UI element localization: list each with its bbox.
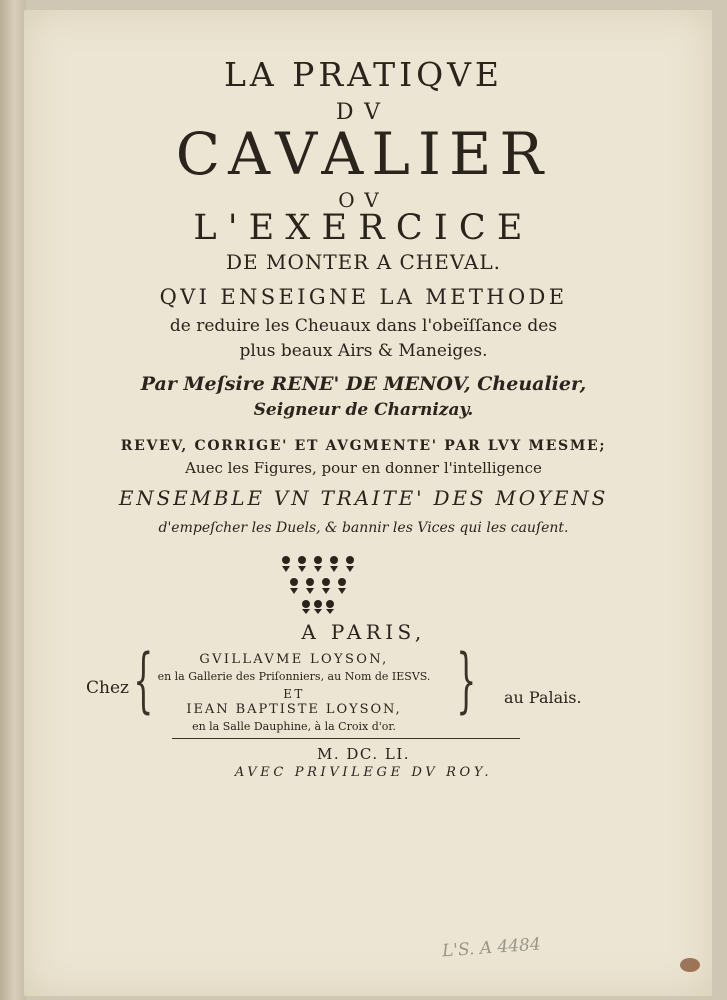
title-line-5: L'EXERCICE <box>193 208 534 248</box>
imprint-chez: Chez <box>86 678 129 698</box>
publisher-2-name: IEAN BAPTISTE LOYSON, <box>186 702 402 717</box>
edition-line-2: Auec les Figures, pour en donner l'intelligence <box>185 459 542 477</box>
fleuron-ornament <box>278 552 358 614</box>
fleuron-row-1 <box>282 556 354 572</box>
wax-stain <box>680 958 700 972</box>
edition-line-1: REVEV, CORRIGE' ET AVGMENTE' PAR LVY MESME; <box>120 438 607 454</box>
treatise-line-1: ENSEMBLE VN TRAITE' DES MOYENS <box>118 486 609 510</box>
title-main: CAVALIER <box>175 120 552 188</box>
imprint-date: M. DC. LI. <box>316 745 411 763</box>
publisher-2-address: en la Salle Dauphine, à la Croix d'or. <box>192 720 396 733</box>
library-shelfmark: L'S. A 4484 <box>441 934 542 962</box>
author-line-1: Par Meſsire RENE' DE MENOV, Cheualier, <box>140 373 587 395</box>
publisher-1-address: en la Gallerie des Priſonniers, au Nom de IESVS. <box>157 670 431 683</box>
fleuron-row-2 <box>290 578 346 594</box>
publisher-1-name: GVILLAVME LOYSON, <box>199 652 389 667</box>
title-line-1: LA PRATIQVE <box>224 55 503 94</box>
imprint-au-palais: au Palais. <box>504 688 582 707</box>
imprint-city: A PARIS, <box>301 620 426 644</box>
imprint-divider <box>172 738 520 739</box>
imprint-privilege: AVEC PRIVILEGE DV ROY. <box>234 765 493 780</box>
left-brace: { <box>133 639 154 721</box>
fleuron-row-3 <box>302 600 334 614</box>
imprint-et: ET <box>283 687 305 701</box>
right-brace: } <box>456 639 477 721</box>
title-line-6: DE MONTER A CHEVAL. <box>225 250 502 274</box>
author-line-2: Seigneur de Charnizay. <box>253 400 474 420</box>
subtitle-line-2: de reduire les Cheuaux dans l'obeïſſance des <box>169 316 558 336</box>
treatise-line-2: d'empeſcher les Duels, & bannir les Vices qui les cauſent. <box>158 520 569 536</box>
title-line-2: DV <box>335 100 392 125</box>
subtitle-line-3: plus beaux Airs & Maneiges. <box>239 341 488 361</box>
title-line-4: OV <box>338 188 389 212</box>
subtitle-line-1: QVI ENSEIGNE LA METHODE <box>159 285 568 309</box>
